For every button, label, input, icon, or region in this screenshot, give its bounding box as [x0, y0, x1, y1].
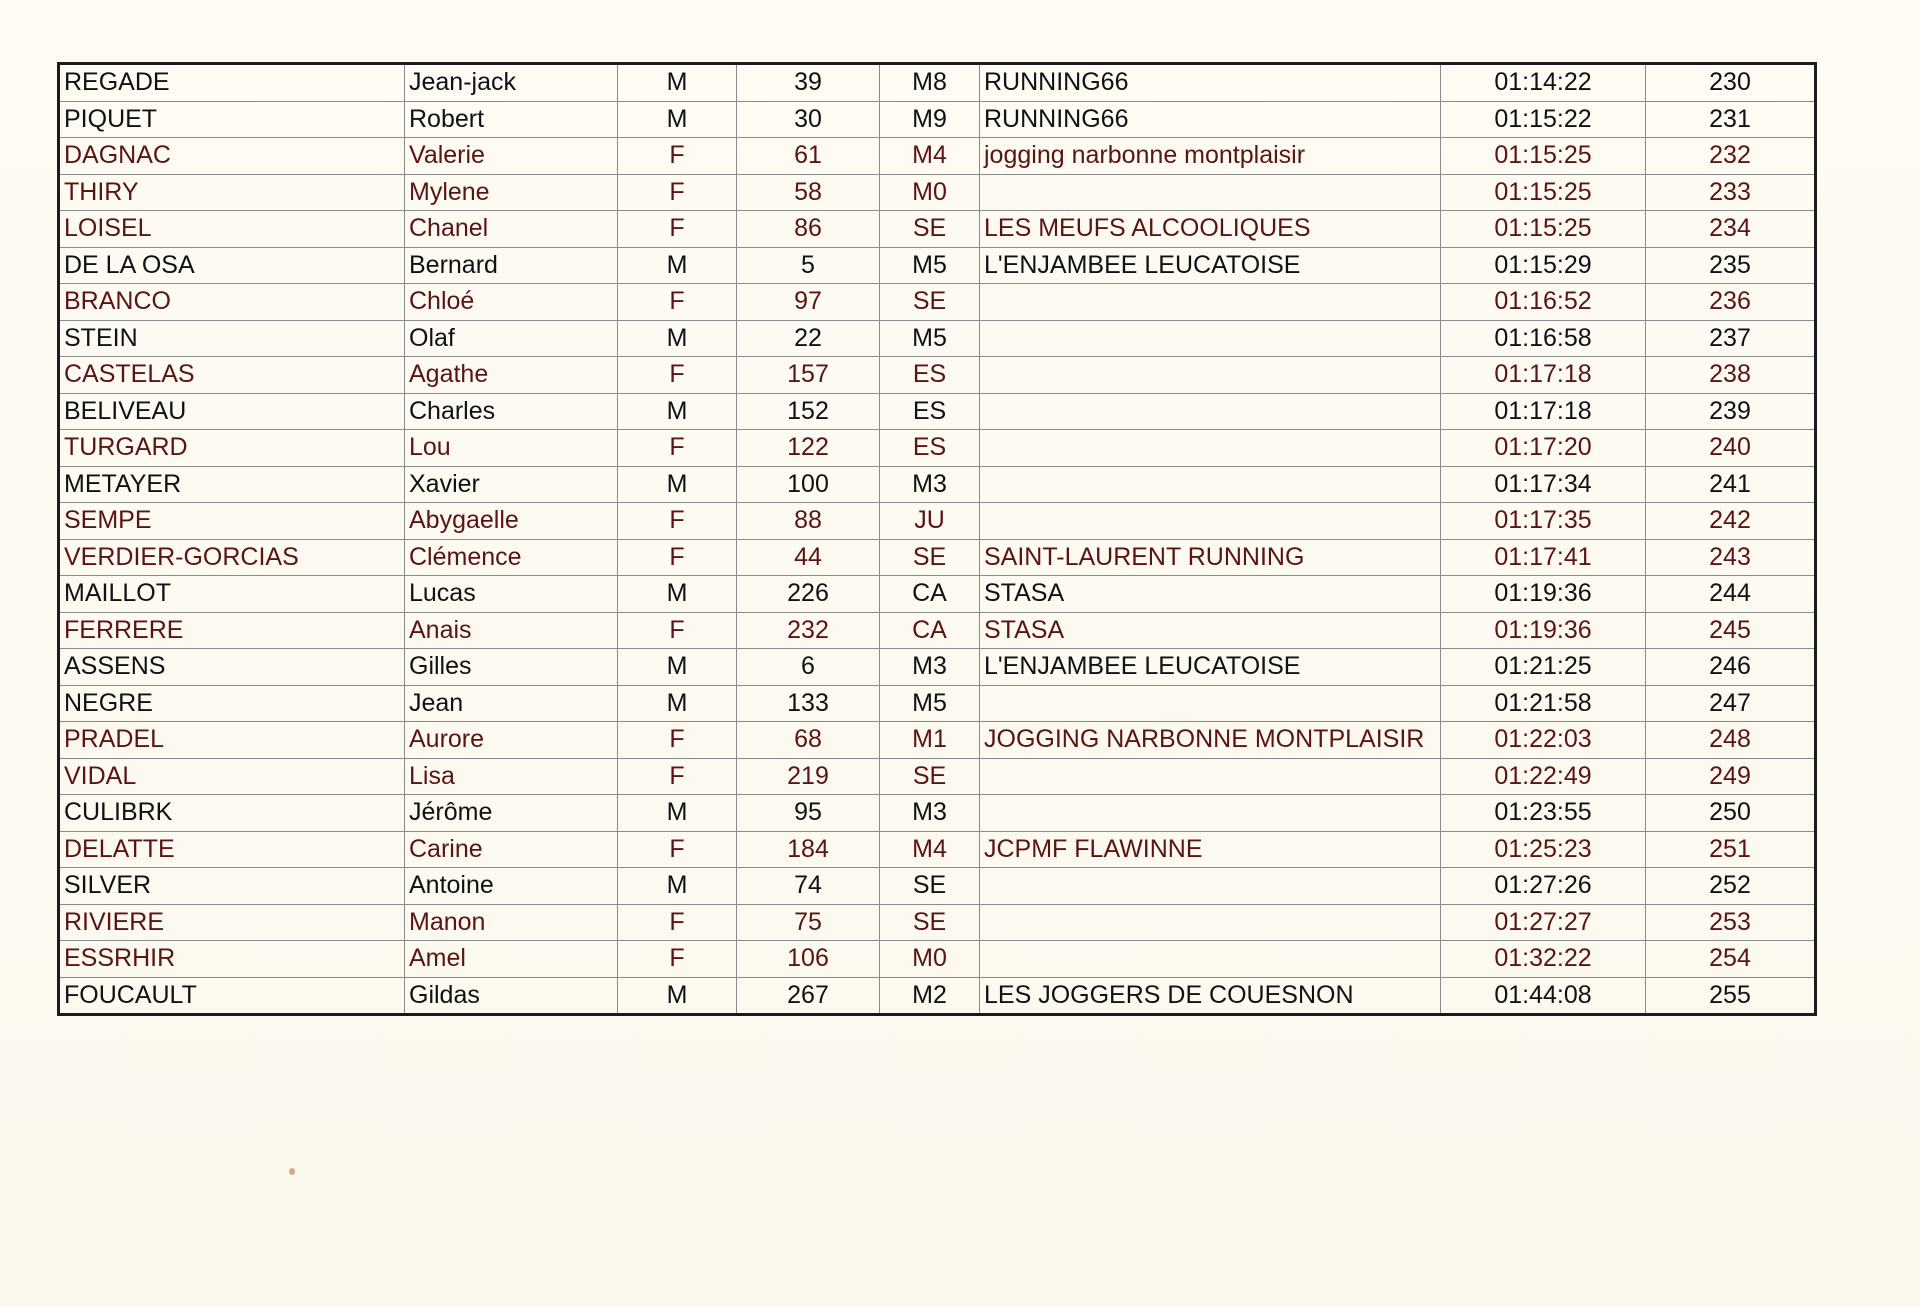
cell-rank: 231 — [1646, 101, 1816, 138]
cell-rank: 230 — [1646, 64, 1816, 102]
cell-first-name: Clémence — [405, 539, 618, 576]
cell-club — [980, 357, 1441, 394]
cell-last-name: MAILLOT — [59, 576, 405, 613]
cell-category: M9 — [880, 101, 980, 138]
cell-bib: 122 — [737, 430, 880, 467]
table-row — [59, 393, 1816, 430]
cell-category: M5 — [880, 320, 980, 357]
cell-club: STASA — [980, 576, 1441, 613]
results-table-body — [59, 64, 1816, 1015]
cell-category: ES — [880, 393, 980, 430]
cell-club: SAINT-LAURENT RUNNING — [980, 539, 1441, 576]
cell-first-name: Chanel — [405, 211, 618, 248]
cell-time: 01:22:49 — [1441, 758, 1646, 795]
cell-time: 01:15:22 — [1441, 101, 1646, 138]
cell-category: M5 — [880, 247, 980, 284]
table-row — [59, 904, 1816, 941]
cell-bib: 157 — [737, 357, 880, 394]
cell-first-name: Manon — [405, 904, 618, 941]
cell-time: 01:17:20 — [1441, 430, 1646, 467]
cell-bib: 232 — [737, 612, 880, 649]
cell-first-name: Bernard — [405, 247, 618, 284]
table-row — [59, 795, 1816, 832]
cell-bib: 61 — [737, 138, 880, 175]
cell-club — [980, 503, 1441, 540]
cell-club: RUNNING66 — [980, 64, 1441, 102]
table-row — [59, 576, 1816, 613]
cell-rank: 249 — [1646, 758, 1816, 795]
table-row — [59, 101, 1816, 138]
cell-club — [980, 284, 1441, 321]
cell-time: 01:16:52 — [1441, 284, 1646, 321]
cell-rank: 250 — [1646, 795, 1816, 832]
cell-first-name: Charles — [405, 393, 618, 430]
cell-first-name: Valerie — [405, 138, 618, 175]
cell-sex: F — [618, 831, 737, 868]
cell-time: 01:44:08 — [1441, 977, 1646, 1015]
cell-rank: 251 — [1646, 831, 1816, 868]
table-row — [59, 284, 1816, 321]
cell-sex: M — [618, 868, 737, 905]
cell-last-name: THIRY — [59, 174, 405, 211]
table-row — [59, 466, 1816, 503]
cell-bib: 30 — [737, 101, 880, 138]
cell-club — [980, 758, 1441, 795]
cell-category: M4 — [880, 831, 980, 868]
cell-sex: F — [618, 211, 737, 248]
cell-club — [980, 904, 1441, 941]
cell-rank: 233 — [1646, 174, 1816, 211]
cell-rank: 235 — [1646, 247, 1816, 284]
cell-bib: 44 — [737, 539, 880, 576]
cell-sex: M — [618, 795, 737, 832]
cell-bib: 219 — [737, 758, 880, 795]
cell-last-name: ESSRHIR — [59, 941, 405, 978]
table-row — [59, 977, 1816, 1015]
cell-first-name: Gildas — [405, 977, 618, 1015]
cell-club: JOGGING NARBONNE MONTPLAISIR — [980, 722, 1441, 759]
cell-sex: F — [618, 539, 737, 576]
cell-rank: 253 — [1646, 904, 1816, 941]
cell-sex: F — [618, 758, 737, 795]
cell-time: 01:17:41 — [1441, 539, 1646, 576]
cell-category: M4 — [880, 138, 980, 175]
cell-bib: 74 — [737, 868, 880, 905]
cell-club: STASA — [980, 612, 1441, 649]
cell-time: 01:17:34 — [1441, 466, 1646, 503]
cell-time: 01:21:25 — [1441, 649, 1646, 686]
cell-rank: 247 — [1646, 685, 1816, 722]
cell-first-name: Olaf — [405, 320, 618, 357]
cell-first-name: Chloé — [405, 284, 618, 321]
paper-speck — [289, 1168, 295, 1175]
table-row — [59, 247, 1816, 284]
cell-rank: 255 — [1646, 977, 1816, 1015]
cell-sex: M — [618, 101, 737, 138]
cell-time: 01:15:25 — [1441, 174, 1646, 211]
cell-bib: 86 — [737, 211, 880, 248]
cell-last-name: SILVER — [59, 868, 405, 905]
cell-category: ES — [880, 357, 980, 394]
cell-last-name: PRADEL — [59, 722, 405, 759]
cell-club: LES JOGGERS DE COUESNON — [980, 977, 1441, 1015]
cell-last-name: CASTELAS — [59, 357, 405, 394]
cell-first-name: Amel — [405, 941, 618, 978]
cell-club: jogging narbonne montplaisir — [980, 138, 1441, 175]
cell-sex: M — [618, 247, 737, 284]
cell-time: 01:32:22 — [1441, 941, 1646, 978]
cell-last-name: DELATTE — [59, 831, 405, 868]
cell-category: CA — [880, 576, 980, 613]
cell-club — [980, 868, 1441, 905]
cell-bib: 133 — [737, 685, 880, 722]
cell-category: M2 — [880, 977, 980, 1015]
cell-first-name: Abygaelle — [405, 503, 618, 540]
cell-time: 01:15:29 — [1441, 247, 1646, 284]
cell-rank: 254 — [1646, 941, 1816, 978]
cell-last-name: METAYER — [59, 466, 405, 503]
cell-time: 01:16:58 — [1441, 320, 1646, 357]
cell-first-name: Lucas — [405, 576, 618, 613]
cell-rank: 241 — [1646, 466, 1816, 503]
cell-last-name: BELIVEAU — [59, 393, 405, 430]
cell-club — [980, 685, 1441, 722]
cell-rank: 252 — [1646, 868, 1816, 905]
cell-last-name: DAGNAC — [59, 138, 405, 175]
cell-bib: 106 — [737, 941, 880, 978]
cell-time: 01:17:18 — [1441, 357, 1646, 394]
cell-time: 01:19:36 — [1441, 576, 1646, 613]
cell-rank: 240 — [1646, 430, 1816, 467]
cell-bib: 97 — [737, 284, 880, 321]
cell-category: M0 — [880, 174, 980, 211]
cell-first-name: Antoine — [405, 868, 618, 905]
cell-sex: F — [618, 430, 737, 467]
cell-category: CA — [880, 612, 980, 649]
cell-last-name: CULIBRK — [59, 795, 405, 832]
cell-last-name: FERRERE — [59, 612, 405, 649]
cell-first-name: Robert — [405, 101, 618, 138]
cell-club — [980, 430, 1441, 467]
cell-rank: 236 — [1646, 284, 1816, 321]
cell-bib: 95 — [737, 795, 880, 832]
cell-rank: 237 — [1646, 320, 1816, 357]
cell-bib: 88 — [737, 503, 880, 540]
table-row — [59, 539, 1816, 576]
cell-time: 01:27:26 — [1441, 868, 1646, 905]
cell-sex: M — [618, 649, 737, 686]
cell-sex: F — [618, 174, 737, 211]
cell-rank: 248 — [1646, 722, 1816, 759]
cell-bib: 267 — [737, 977, 880, 1015]
cell-category: SE — [880, 539, 980, 576]
table-row — [59, 64, 1816, 102]
cell-first-name: Lou — [405, 430, 618, 467]
cell-category: JU — [880, 503, 980, 540]
cell-rank: 238 — [1646, 357, 1816, 394]
cell-first-name: Jean-jack — [405, 64, 618, 102]
cell-bib: 22 — [737, 320, 880, 357]
cell-first-name: Carine — [405, 831, 618, 868]
cell-bib: 100 — [737, 466, 880, 503]
table-row — [59, 685, 1816, 722]
cell-last-name: VERDIER-GORCIAS — [59, 539, 405, 576]
cell-time: 01:21:58 — [1441, 685, 1646, 722]
table-row — [59, 941, 1816, 978]
cell-category: SE — [880, 758, 980, 795]
cell-category: ES — [880, 430, 980, 467]
cell-bib: 184 — [737, 831, 880, 868]
cell-bib: 5 — [737, 247, 880, 284]
cell-club — [980, 320, 1441, 357]
cell-club — [980, 393, 1441, 430]
cell-last-name: STEIN — [59, 320, 405, 357]
cell-bib: 75 — [737, 904, 880, 941]
cell-rank: 234 — [1646, 211, 1816, 248]
cell-club — [980, 941, 1441, 978]
cell-last-name: PIQUET — [59, 101, 405, 138]
cell-time: 01:15:25 — [1441, 138, 1646, 175]
cell-club: L'ENJAMBEE LEUCATOISE — [980, 649, 1441, 686]
table-row — [59, 503, 1816, 540]
cell-sex: F — [618, 357, 737, 394]
cell-club — [980, 174, 1441, 211]
cell-time: 01:23:55 — [1441, 795, 1646, 832]
cell-first-name: Gilles — [405, 649, 618, 686]
cell-rank: 244 — [1646, 576, 1816, 613]
cell-category: M3 — [880, 795, 980, 832]
cell-time: 01:17:18 — [1441, 393, 1646, 430]
cell-category: M8 — [880, 64, 980, 102]
cell-last-name: REGADE — [59, 64, 405, 102]
table-row — [59, 649, 1816, 686]
cell-last-name: NEGRE — [59, 685, 405, 722]
cell-time: 01:14:22 — [1441, 64, 1646, 102]
cell-first-name: Aurore — [405, 722, 618, 759]
cell-category: M3 — [880, 466, 980, 503]
cell-club — [980, 795, 1441, 832]
cell-bib: 68 — [737, 722, 880, 759]
cell-sex: M — [618, 466, 737, 503]
cell-first-name: Xavier — [405, 466, 618, 503]
cell-club: JCPMF FLAWINNE — [980, 831, 1441, 868]
cell-time: 01:19:36 — [1441, 612, 1646, 649]
cell-sex: F — [618, 722, 737, 759]
cell-first-name: Lisa — [405, 758, 618, 795]
table-row — [59, 831, 1816, 868]
cell-rank: 242 — [1646, 503, 1816, 540]
cell-last-name: DE LA OSA — [59, 247, 405, 284]
results-table — [57, 62, 1817, 1016]
cell-first-name: Jérôme — [405, 795, 618, 832]
cell-bib: 226 — [737, 576, 880, 613]
cell-rank: 243 — [1646, 539, 1816, 576]
table-row — [59, 430, 1816, 467]
cell-sex: M — [618, 685, 737, 722]
cell-last-name: ASSENS — [59, 649, 405, 686]
cell-first-name: Anais — [405, 612, 618, 649]
cell-bib: 152 — [737, 393, 880, 430]
cell-category: SE — [880, 868, 980, 905]
cell-bib: 6 — [737, 649, 880, 686]
cell-category: SE — [880, 211, 980, 248]
cell-bib: 58 — [737, 174, 880, 211]
cell-rank: 232 — [1646, 138, 1816, 175]
table-row — [59, 612, 1816, 649]
cell-time: 01:15:25 — [1441, 211, 1646, 248]
cell-time: 01:22:03 — [1441, 722, 1646, 759]
cell-sex: F — [618, 138, 737, 175]
cell-last-name: TURGARD — [59, 430, 405, 467]
cell-last-name: BRANCO — [59, 284, 405, 321]
cell-sex: F — [618, 284, 737, 321]
cell-category: M1 — [880, 722, 980, 759]
cell-last-name: FOUCAULT — [59, 977, 405, 1015]
cell-first-name: Mylene — [405, 174, 618, 211]
cell-category: SE — [880, 904, 980, 941]
table-row — [59, 758, 1816, 795]
cell-sex: M — [618, 320, 737, 357]
cell-last-name: VIDAL — [59, 758, 405, 795]
cell-time: 01:27:27 — [1441, 904, 1646, 941]
cell-category: M3 — [880, 649, 980, 686]
cell-time: 01:25:23 — [1441, 831, 1646, 868]
cell-club: LES MEUFS ALCOOLIQUES — [980, 211, 1441, 248]
cell-sex: M — [618, 64, 737, 102]
cell-sex: M — [618, 977, 737, 1015]
table-row — [59, 211, 1816, 248]
cell-sex: F — [618, 503, 737, 540]
table-row — [59, 138, 1816, 175]
cell-sex: F — [618, 612, 737, 649]
cell-sex: M — [618, 576, 737, 613]
cell-category: M5 — [880, 685, 980, 722]
table-row — [59, 357, 1816, 394]
cell-category: SE — [880, 284, 980, 321]
table-row — [59, 174, 1816, 211]
cell-bib: 39 — [737, 64, 880, 102]
cell-first-name: Jean — [405, 685, 618, 722]
table-row — [59, 320, 1816, 357]
cell-time: 01:17:35 — [1441, 503, 1646, 540]
cell-category: M0 — [880, 941, 980, 978]
cell-last-name: LOISEL — [59, 211, 405, 248]
cell-sex: F — [618, 941, 737, 978]
cell-first-name: Agathe — [405, 357, 618, 394]
cell-club — [980, 466, 1441, 503]
table-row — [59, 722, 1816, 759]
cell-club: L'ENJAMBEE LEUCATOISE — [980, 247, 1441, 284]
cell-last-name: RIVIERE — [59, 904, 405, 941]
cell-rank: 246 — [1646, 649, 1816, 686]
cell-rank: 245 — [1646, 612, 1816, 649]
cell-sex: M — [618, 393, 737, 430]
cell-rank: 239 — [1646, 393, 1816, 430]
cell-last-name: SEMPE — [59, 503, 405, 540]
cell-sex: F — [618, 904, 737, 941]
table-row — [59, 868, 1816, 905]
cell-club: RUNNING66 — [980, 101, 1441, 138]
